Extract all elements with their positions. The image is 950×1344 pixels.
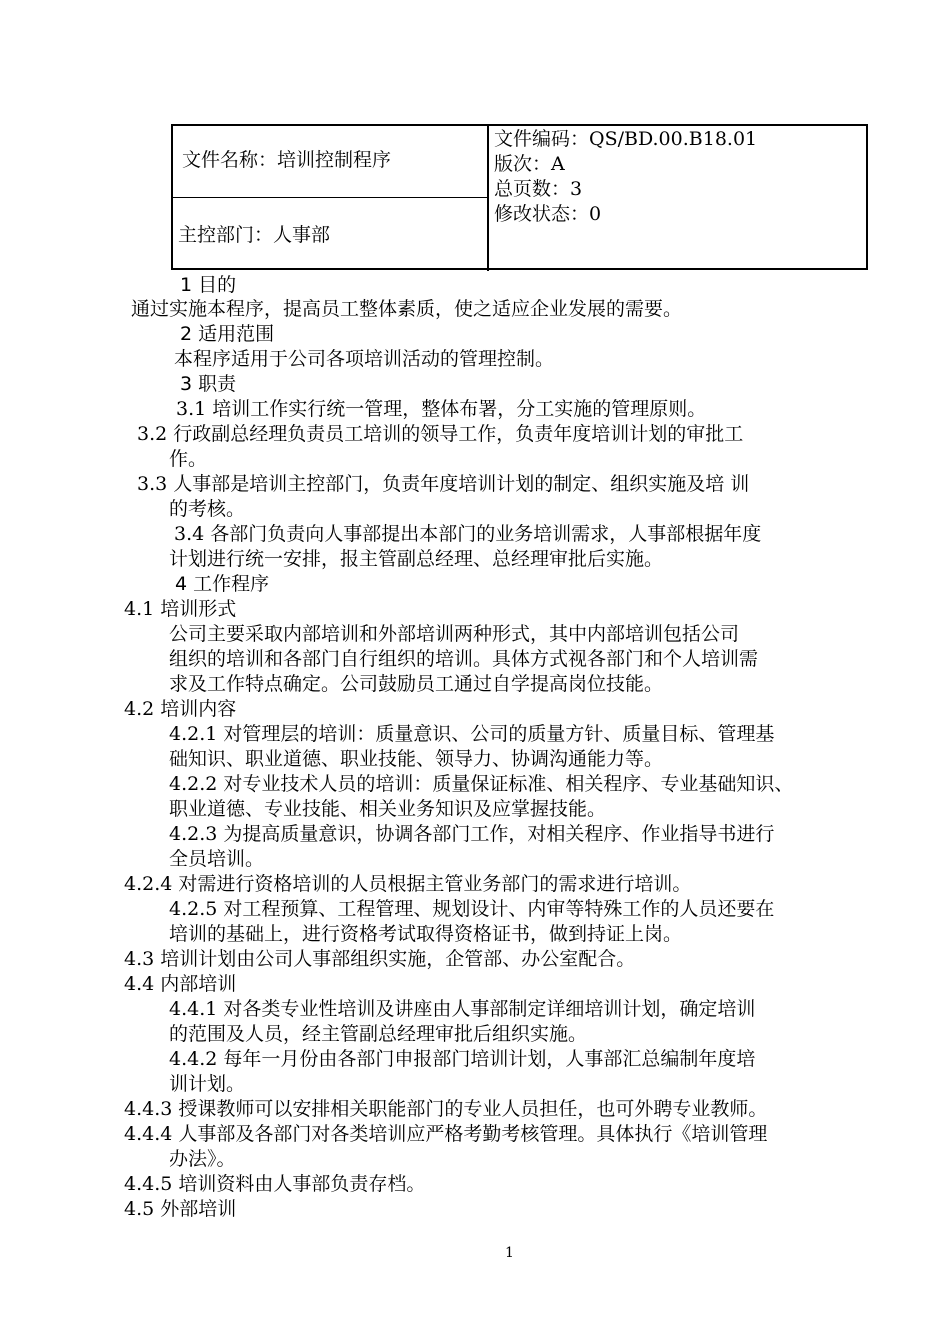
header-divider-horizontal bbox=[171, 197, 488, 198]
section-4-2-5-line1: 4.2.5 对工程预算、工程管理、规划设计、内审等特殊工作的人员还要在 bbox=[169, 898, 775, 920]
section-2-heading: 2 适用范围 bbox=[180, 323, 275, 345]
section-4-2-4: 4.2.4 对需进行资格培训的人员根据主管业务部门的需求进行培训。 bbox=[124, 873, 692, 895]
section-4-1-heading: 4.1 培训形式 bbox=[124, 598, 237, 620]
section-3-3-line2: 的考核。 bbox=[169, 498, 246, 520]
section-1-text: 通过实施本程序，提高员工整体素质，使之适应企业发展的需要。 bbox=[131, 298, 683, 320]
total-pages: 总页数：3 bbox=[494, 178, 583, 200]
controlling-department: 主控部门：人事部 bbox=[178, 224, 331, 246]
section-4-4-2-line1: 4.4.2 每年一月份由各部门申报部门培训计划，人事部汇总编制年度培 bbox=[169, 1048, 756, 1070]
section-4-1-line3: 求及工作特点确定。公司鼓励员工通过自学提高岗位技能。 bbox=[169, 673, 664, 695]
section-3-4-line2: 计划进行统一安排，报主管副总经理、总经理审批后实施。 bbox=[169, 548, 664, 570]
section-4-1-line2: 组织的培训和各部门自行组织的培训。具体方式视各部门和个人培训需 bbox=[169, 648, 759, 670]
section-3-4-line1: 3.4 各部门负责向人事部提出本部门的业务培训需求，人事部根据年度 bbox=[174, 523, 762, 545]
section-4-2-5-line2: 培训的基础上，进行资格考试取得资格证书，做到持证上岗。 bbox=[169, 923, 683, 945]
section-4-heading: 4 工作程序 bbox=[175, 573, 270, 595]
revision-status: 修改状态：0 bbox=[494, 203, 602, 225]
section-4-2-3-line2: 全员培训。 bbox=[169, 848, 265, 870]
section-4-4-1-line2: 的范围及人员，经主管副总经理审批后组织实施。 bbox=[169, 1023, 588, 1045]
section-1-heading: 1 目的 bbox=[180, 274, 237, 296]
section-4-4-4-line2: 办法》。 bbox=[169, 1148, 236, 1170]
section-4-5-heading: 4.5 外部培训 bbox=[124, 1198, 237, 1220]
section-4-4-3: 4.4.3 授课教师可以安排相关职能部门的专业人员担任，也可外聘专业教师。 bbox=[124, 1098, 768, 1120]
file-code: 文件编码：QS/BD.00.B18.01 bbox=[494, 128, 758, 150]
section-4-2-heading: 4.2 培训内容 bbox=[124, 698, 237, 720]
section-4-4-4-line1: 4.4.4 人事部及各部门对各类培训应严格考勤考核管理。具体执行《培训管理 bbox=[124, 1123, 768, 1145]
section-3-3-line1: 3.3 人事部是培训主控部门，负责年度培训计划的制定、组织实施及培 训 bbox=[137, 473, 750, 495]
section-4-1-line1: 公司主要采取内部培训和外部培训两种形式，其中内部培训包括公司 bbox=[169, 623, 740, 645]
section-4-2-2-line1: 4.2.2 对专业技术人员的培训：质量保证标准、相关程序、专业基础知识、 bbox=[169, 773, 794, 795]
section-3-1: 3.1 培训工作实行统一管理，整体布署，分工实施的管理原则。 bbox=[176, 398, 707, 420]
section-3-2-line1: 3.2 行政副总经理负责员工培训的领导工作，负责年度培训计划的审批工 bbox=[137, 423, 744, 445]
section-4-3: 4.3 培训计划由公司人事部组织实施，企管部、办公室配合。 bbox=[124, 948, 636, 970]
section-4-4-5: 4.4.5 培训资料由人事部负责存档。 bbox=[124, 1173, 426, 1195]
file-name: 文件名称：培训控制程序 bbox=[182, 149, 392, 171]
section-3-heading: 3 职责 bbox=[180, 373, 237, 395]
version: 版次：A bbox=[494, 153, 565, 175]
section-4-4-heading: 4.4 内部培训 bbox=[124, 973, 237, 995]
page-number: 1 bbox=[505, 1245, 514, 1261]
section-2-text: 本程序适用于公司各项培训活动的管理控制。 bbox=[174, 348, 555, 370]
section-4-4-1-line1: 4.4.1 对各类专业性培训及讲座由人事部制定详细培训计划，确定培训 bbox=[169, 998, 756, 1020]
section-4-2-1-line1: 4.2.1 对管理层的培训：质量意识、公司的质量方针、质量目标、管理基 bbox=[169, 723, 775, 745]
section-4-2-3-line1: 4.2.3 为提高质量意识，协调各部门工作，对相关程序、作业指导书进行 bbox=[169, 823, 775, 845]
section-4-2-2-line2: 职业道德、专业技能、相关业务知识及应掌握技能。 bbox=[169, 798, 607, 820]
section-3-2-line2: 作。 bbox=[169, 448, 208, 470]
section-4-4-2-line2: 训计划。 bbox=[169, 1073, 246, 1095]
section-4-2-1-line2: 础知识、职业道德、职业技能、领导力、协调沟通能力等。 bbox=[169, 748, 664, 770]
